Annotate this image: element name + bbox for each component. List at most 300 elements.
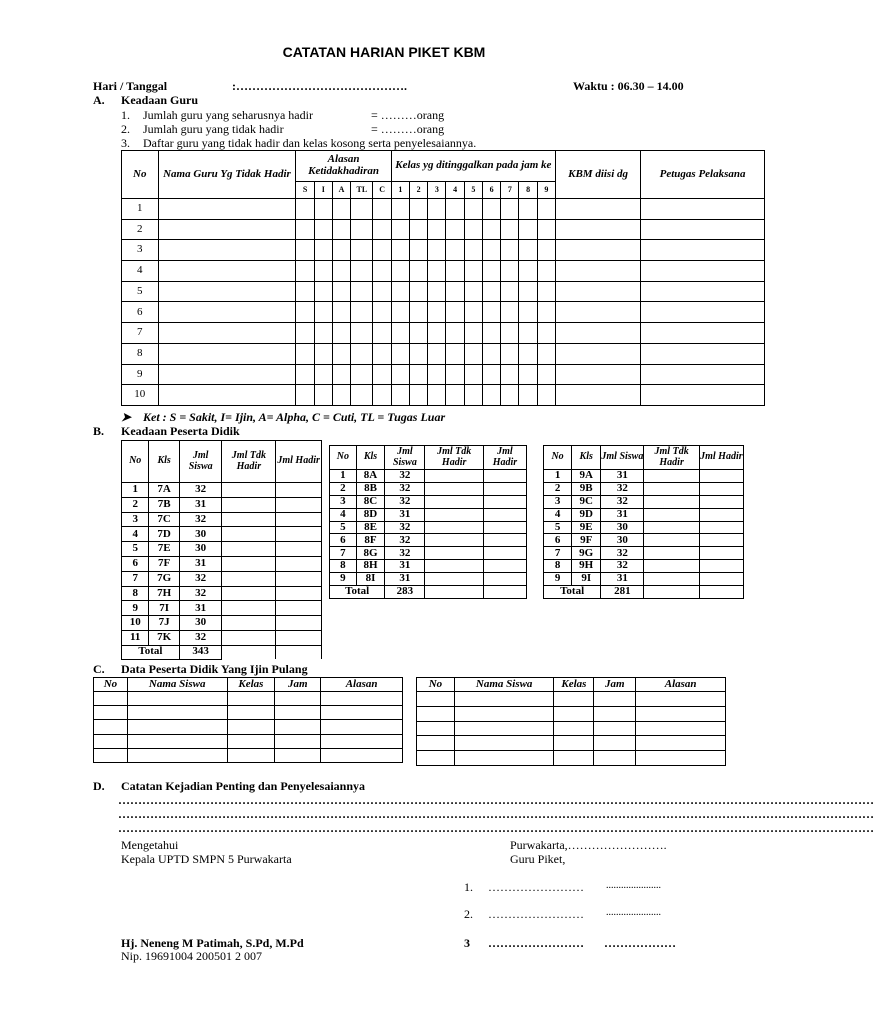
t7-cell: 2	[122, 497, 149, 512]
guru-cell	[158, 199, 296, 220]
ijin-row	[417, 706, 726, 721]
alasan-code-s: S	[296, 182, 314, 199]
ijin-right-header-nama: Nama Siswa	[454, 678, 554, 692]
ijin-left-body	[94, 692, 403, 763]
ket-text: Ket : S = Sakit, I= Ijin, A= Alpha, C = Cuti, TL = Tugas Luar	[143, 410, 446, 424]
guru-cell	[501, 302, 519, 323]
t8-row	[330, 573, 527, 586]
ijin-cell	[594, 692, 636, 707]
guru-row-no: 2	[122, 219, 159, 240]
t8-hadir-cell	[483, 470, 526, 483]
hari-tanggal-value: :…………………………………….	[232, 79, 407, 93]
t8-header-tdk-hadir: Jml Tdk Hadir	[425, 446, 483, 470]
t8-cell: 8F	[356, 534, 385, 547]
ijin-right-body	[417, 692, 726, 766]
t7-hadir-cell	[276, 586, 322, 601]
t9-cell: 9I	[572, 573, 601, 586]
t9-tdk-hadir-cell	[644, 495, 699, 508]
ijin-left-header-jam: Jam	[275, 678, 321, 692]
guru-cell	[158, 281, 296, 302]
guru-cell	[332, 199, 350, 220]
t9-hadir-cell	[699, 508, 743, 521]
t8-row	[330, 470, 527, 483]
ijin-cell	[321, 748, 403, 762]
t8-cell: 5	[330, 521, 357, 534]
t7-tdk-hadir-cell	[222, 556, 276, 571]
item-1-num: 1.	[121, 108, 130, 122]
guru-cell	[537, 219, 555, 240]
section-d-title: Catatan Kejadian Penting dan Penyelesaiannya	[121, 779, 366, 793]
guru-cell	[641, 240, 765, 261]
guru-header-kelas: Kelas yg ditinggalkan pada jam ke	[391, 151, 555, 182]
ijin-row	[417, 721, 726, 736]
guru-cell	[446, 343, 464, 364]
guru-cell	[391, 343, 409, 364]
guru-cell	[351, 281, 373, 302]
t7-cell: 7J	[149, 616, 179, 631]
guru-cell	[641, 323, 765, 344]
ijin-cell	[636, 721, 726, 736]
t9-hadir-cell	[699, 482, 743, 495]
section-c-title: Data Peserta Didik Yang Ijin Pulang	[121, 662, 308, 676]
ijin-cell	[417, 721, 455, 736]
guru-cell	[314, 323, 332, 344]
guru-cell	[332, 385, 350, 406]
guru-cell	[158, 343, 296, 364]
guru-cell	[446, 219, 464, 240]
t7-header-kls: Kls	[149, 441, 179, 483]
guru-cell	[501, 323, 519, 344]
guru-cell	[641, 281, 765, 302]
t7-row	[122, 556, 322, 571]
t8-body	[330, 470, 527, 586]
t7-tdk-hadir-cell	[222, 512, 276, 527]
ijin-left-header-kelas: Kelas	[227, 678, 275, 692]
guru-cell	[428, 219, 446, 240]
guru-cell	[409, 323, 427, 344]
t7-cell: 7B	[149, 497, 179, 512]
t8-cell: 4	[330, 508, 357, 521]
t7-row	[122, 483, 322, 498]
guru-cell	[446, 323, 464, 344]
ijin-cell	[554, 721, 594, 736]
guru-cell	[158, 219, 296, 240]
guru-cell	[519, 240, 537, 261]
guru-header-nama: Nama Guru Yg Tidak Hadir	[158, 151, 296, 199]
ijin-cell	[321, 706, 403, 720]
item-1-value: = ………orang	[371, 108, 445, 122]
guru-cell	[446, 261, 464, 282]
t7-hadir-cell	[276, 630, 322, 645]
guru-cell	[464, 385, 482, 406]
piket-2-dots: ……………………	[488, 907, 584, 921]
ijin-right-header-alasan: Alasan	[636, 678, 726, 692]
guru-cell	[158, 385, 296, 406]
ijin-left-header-nama: Nama Siswa	[127, 678, 227, 692]
t7-tdk-hadir-cell	[222, 571, 276, 586]
t7-tdk-hadir-cell	[222, 542, 276, 557]
ijin-row	[417, 692, 726, 707]
guru-cell	[314, 364, 332, 385]
mengetahui-text: Mengetahui	[121, 838, 179, 852]
ijin-cell	[275, 720, 321, 734]
guru-cell	[373, 240, 391, 261]
ijin-right-header-kelas: Kelas	[554, 678, 594, 692]
guru-cell	[314, 281, 332, 302]
catatan-line-3: ………………………………………………………………………………………………………………………………………………………………………	[118, 821, 874, 835]
ijin-right-header-no: No	[417, 678, 455, 692]
t7-hadir-cell	[276, 556, 322, 571]
guru-cell	[501, 240, 519, 261]
guru-cell	[555, 281, 640, 302]
t7-cell: 7K	[149, 630, 179, 645]
t7-cell: 7C	[149, 512, 179, 527]
t8-cell: 8D	[356, 508, 385, 521]
t9-cell: 32	[601, 547, 644, 560]
piket-2-dots2: ......................	[606, 907, 661, 918]
guru-cell	[641, 302, 765, 323]
guru-cell	[519, 343, 537, 364]
ijin-cell	[275, 706, 321, 720]
t9-cell: 9B	[572, 482, 601, 495]
tempat-tanggal: Purwakarta,…………………….	[510, 838, 667, 852]
ijin-cell	[275, 734, 321, 748]
ijin-cell	[554, 692, 594, 707]
t7-cell: 31	[179, 556, 222, 571]
guru-cell	[446, 281, 464, 302]
guru-cell	[373, 364, 391, 385]
guru-cell	[391, 364, 409, 385]
t9-tdk-hadir-cell	[644, 470, 699, 483]
ijin-cell	[636, 706, 726, 721]
ijin-cell	[94, 692, 128, 706]
ijin-cell	[554, 706, 594, 721]
t8-cell: 6	[330, 534, 357, 547]
ijin-cell	[594, 721, 636, 736]
t9-cell: 3	[544, 495, 572, 508]
t9-cell: 9H	[572, 560, 601, 573]
t8-cell: 8H	[356, 560, 385, 573]
guru-cell	[351, 364, 373, 385]
guru-cell	[373, 343, 391, 364]
guru-row-no: 9	[122, 364, 159, 385]
ijin-cell	[636, 692, 726, 707]
t7-row	[122, 571, 322, 586]
t9-cell: 9	[544, 573, 572, 586]
ijin-cell	[454, 706, 554, 721]
guru-cell	[351, 323, 373, 344]
t8-cell: 8C	[356, 495, 385, 508]
guru-cell	[296, 199, 314, 220]
t9-hadir-cell	[699, 534, 743, 547]
guru-row-no: 6	[122, 302, 159, 323]
t9-tdk-hadir-cell	[644, 534, 699, 547]
t7-cell: 7E	[149, 542, 179, 557]
guru-cell	[446, 240, 464, 261]
guru-cell	[296, 240, 314, 261]
guru-cell	[409, 281, 427, 302]
t9-cell: 4	[544, 508, 572, 521]
guru-cell	[482, 219, 500, 240]
t7-header-no: No	[122, 441, 149, 483]
ijin-right-header-jam: Jam	[594, 678, 636, 692]
guru-row-no: 7	[122, 323, 159, 344]
piket-3-num: 3	[464, 936, 470, 950]
guru-cell	[409, 302, 427, 323]
t8-cell: 31	[385, 573, 425, 586]
guru-row	[122, 364, 765, 385]
guru-cell	[555, 261, 640, 282]
t8-header-no: No	[330, 446, 357, 470]
guru-cell	[391, 302, 409, 323]
t9-hadir-cell	[699, 470, 743, 483]
t8-cell: 8I	[356, 573, 385, 586]
ijin-row	[417, 751, 726, 766]
t7-cell: 7H	[149, 586, 179, 601]
t8-tdk-hadir-cell	[425, 470, 483, 483]
jam-5: 5	[464, 182, 482, 199]
t7-cell: 31	[179, 601, 222, 616]
t9-cell: 31	[601, 470, 644, 483]
t7-header-hadir: Jml Hadir	[276, 441, 322, 483]
guru-cell	[555, 323, 640, 344]
guru-cell	[446, 364, 464, 385]
ijin-row	[94, 720, 403, 734]
guru-cell	[501, 364, 519, 385]
guru-cell	[158, 261, 296, 282]
guru-cell	[501, 219, 519, 240]
guru-cell	[519, 302, 537, 323]
guru-cell	[464, 281, 482, 302]
t8-cell: 31	[385, 560, 425, 573]
t9-row	[544, 573, 744, 586]
t7-cell: 11	[122, 630, 149, 645]
t7-tdk-hadir-cell	[222, 483, 276, 498]
guru-cell	[641, 343, 765, 364]
t7-hadir-cell	[276, 512, 322, 527]
guru-cell	[158, 302, 296, 323]
t7-row	[122, 630, 322, 645]
guru-row-no: 4	[122, 261, 159, 282]
t9-cell: 8	[544, 560, 572, 573]
piket-2-num: 2.	[464, 907, 473, 921]
guru-cell	[314, 199, 332, 220]
ijin-cell	[127, 734, 227, 748]
item-2-value: = ………orang	[371, 122, 445, 136]
guru-cell	[351, 385, 373, 406]
guru-cell	[519, 323, 537, 344]
t9-cell: 7	[544, 547, 572, 560]
item-2-text: Jumlah guru yang tidak hadir	[143, 122, 284, 136]
ijin-cell	[227, 720, 275, 734]
t7-row	[122, 512, 322, 527]
jam-1: 1	[391, 182, 409, 199]
t9-cell: 9F	[572, 534, 601, 547]
guru-cell	[464, 323, 482, 344]
t8-cell: 7	[330, 547, 357, 560]
guru-cell	[428, 199, 446, 220]
guru-cell	[409, 199, 427, 220]
guru-cell	[332, 281, 350, 302]
t9-tdk-hadir-cell	[644, 521, 699, 534]
waktu-text: Waktu : 06.30 – 14.00	[573, 79, 684, 93]
section-c-label: C.	[93, 662, 105, 676]
t7-tdk-hadir-cell	[222, 586, 276, 601]
guru-cell	[332, 240, 350, 261]
guru-cell	[555, 302, 640, 323]
guru-cell	[641, 219, 765, 240]
t9-total-value: 281	[601, 586, 644, 599]
siswa-7-table	[121, 440, 322, 660]
t9-row	[544, 470, 744, 483]
t8-cell: 32	[385, 521, 425, 534]
item-1-text: Jumlah guru yang seharusnya hadir	[143, 108, 313, 122]
guru-cell	[428, 261, 446, 282]
guru-cell	[537, 302, 555, 323]
guru-cell	[332, 302, 350, 323]
t8-row	[330, 482, 527, 495]
guru-cell	[464, 261, 482, 282]
ijin-cell	[594, 736, 636, 751]
guru-cell	[428, 323, 446, 344]
ijin-row	[94, 734, 403, 748]
guru-cell	[409, 240, 427, 261]
t8-hadir-cell	[483, 495, 526, 508]
guru-cell	[373, 199, 391, 220]
ket-arrow-icon: ➤	[121, 410, 132, 424]
t8-row	[330, 547, 527, 560]
ijin-cell	[594, 751, 636, 766]
t7-cell: 7F	[149, 556, 179, 571]
t9-row	[544, 521, 744, 534]
guru-cell	[409, 261, 427, 282]
guru-cell	[519, 261, 537, 282]
alasan-code-a: A	[332, 182, 350, 199]
t8-cell: 9	[330, 573, 357, 586]
t7-tdk-hadir-cell	[222, 616, 276, 631]
guru-cell	[314, 261, 332, 282]
t7-cell: 30	[179, 542, 222, 557]
alasan-code-tl: TL	[351, 182, 373, 199]
ijin-pulang-table-right	[416, 677, 726, 766]
t8-tdk-hadir-cell	[425, 482, 483, 495]
guru-cell	[391, 281, 409, 302]
section-b-title: Keadaan Peserta Didik	[121, 424, 240, 438]
t7-cell: 7G	[149, 571, 179, 586]
guru-cell	[501, 199, 519, 220]
guru-cell	[464, 364, 482, 385]
guru-cell	[373, 323, 391, 344]
t8-row	[330, 495, 527, 508]
t7-cell: 7D	[149, 527, 179, 542]
t8-cell: 8	[330, 560, 357, 573]
t7-cell: 5	[122, 542, 149, 557]
guru-header-alasan: Alasan Ketidakhadiran	[296, 151, 391, 182]
guru-cell	[391, 385, 409, 406]
t9-header-no: No	[544, 446, 572, 470]
t9-row	[544, 534, 744, 547]
guru-header-petugas: Petugas Pelaksana	[641, 151, 765, 199]
guru-cell	[332, 219, 350, 240]
t7-row	[122, 527, 322, 542]
t8-cell: 8G	[356, 547, 385, 560]
guru-row	[122, 385, 765, 406]
ijin-cell	[127, 692, 227, 706]
ijin-row	[417, 736, 726, 751]
t7-cell: 32	[179, 512, 222, 527]
ijin-cell	[636, 751, 726, 766]
guru-cell	[482, 385, 500, 406]
guru-cell	[158, 240, 296, 261]
t7-cell: 9	[122, 601, 149, 616]
guru-cell	[314, 343, 332, 364]
guru-cell	[296, 385, 314, 406]
guru-cell	[296, 343, 314, 364]
t9-cell: 9D	[572, 508, 601, 521]
guru-header-no: No	[122, 151, 159, 199]
guru-cell	[296, 219, 314, 240]
t9-row	[544, 482, 744, 495]
t9-cell: 30	[601, 534, 644, 547]
guru-cell	[482, 261, 500, 282]
guru-cell	[519, 364, 537, 385]
guru-cell	[332, 323, 350, 344]
t9-hadir-cell	[699, 547, 743, 560]
t7-tdk-hadir-cell	[222, 601, 276, 616]
ijin-cell	[636, 736, 726, 751]
t7-row	[122, 616, 322, 631]
t9-header-tdk-hadir: Jml Tdk Hadir	[644, 446, 699, 470]
ijin-cell	[321, 720, 403, 734]
ijin-cell	[227, 692, 275, 706]
guru-cell	[332, 261, 350, 282]
t9-cell: 9A	[572, 470, 601, 483]
guru-cell	[428, 343, 446, 364]
guru-cell	[409, 343, 427, 364]
guru-cell	[501, 343, 519, 364]
guru-cell	[373, 385, 391, 406]
guru-cell	[555, 199, 640, 220]
t7-row	[122, 542, 322, 557]
t7-cell: 30	[179, 527, 222, 542]
jam-4: 4	[446, 182, 464, 199]
t9-header-jml-siswa: Jml Siswa	[601, 446, 644, 470]
guru-cell	[537, 364, 555, 385]
t7-hadir-cell	[276, 497, 322, 512]
t7-hadir-cell	[276, 571, 322, 586]
t8-tdk-hadir-cell	[425, 573, 483, 586]
ijin-cell	[94, 706, 128, 720]
hari-tanggal-label: Hari / Tanggal	[93, 79, 168, 93]
t8-hadir-cell	[483, 534, 526, 547]
ijin-cell	[227, 706, 275, 720]
ijin-row	[94, 692, 403, 706]
ijin-row	[94, 706, 403, 720]
guru-cell	[537, 323, 555, 344]
guru-cell	[464, 343, 482, 364]
ijin-cell	[94, 720, 128, 734]
t8-row	[330, 508, 527, 521]
ijin-cell	[94, 748, 128, 762]
guru-cell	[296, 323, 314, 344]
guru-cell	[519, 199, 537, 220]
guru-row-no: 8	[122, 343, 159, 364]
ijin-left-header-no: No	[94, 678, 128, 692]
piket-3-dots: ……………………	[488, 936, 584, 950]
guru-cell	[446, 385, 464, 406]
guru-cell	[537, 199, 555, 220]
t8-row	[330, 521, 527, 534]
